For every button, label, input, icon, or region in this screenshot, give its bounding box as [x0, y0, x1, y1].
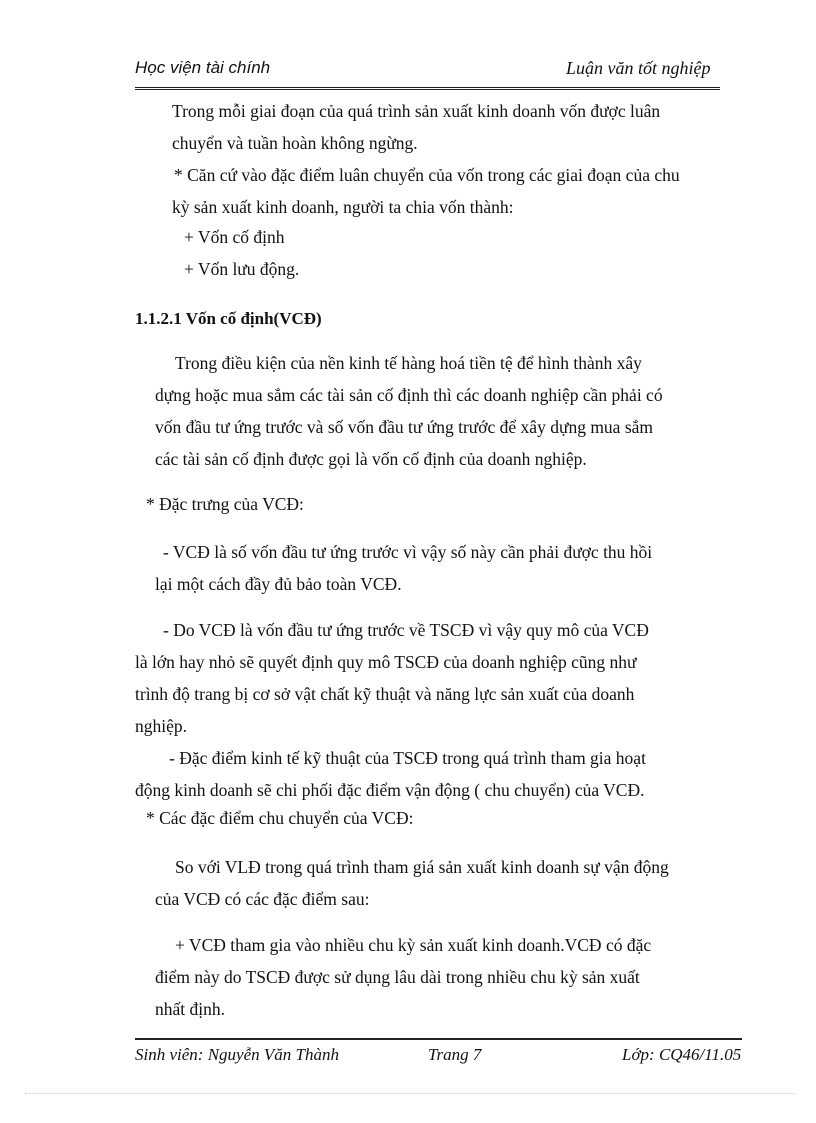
point-1-paragraph	[155, 929, 720, 1025]
bullet-fixed-capital: + Vốn cố định	[184, 227, 285, 247]
text-line: kỳ sản xuất kinh doanh, người ta chia vốn thành:	[172, 197, 514, 217]
text-line: - Do VCĐ là vốn đầu tư ứng trước về TSCĐ vì vậy quy mô của VCĐ	[163, 620, 649, 640]
text-line: là lớn hay nhỏ sẽ quyết định quy mô TSCĐ của doanh nghiệp cũng như	[135, 652, 637, 672]
feature-3-paragraph	[135, 742, 720, 806]
text-line: nhất định.	[155, 999, 225, 1019]
footer-page-number: Trang 7	[428, 1045, 482, 1064]
footer-rule	[135, 1038, 742, 1040]
comparison-paragraph	[155, 851, 720, 915]
section-heading: 1.1.2.1 Vốn cố định(VCĐ)	[135, 309, 322, 328]
header-rule	[135, 87, 720, 90]
text-line: điểm này do TSCĐ được sử dụng lâu dài trong nhiều chu kỳ sản xuất	[155, 967, 640, 987]
text-line: động kinh doanh sẽ chi phối đặc điểm vận động ( chu chuyển) của VCĐ.	[135, 780, 645, 800]
circulation-title: * Các đặc điểm chu chuyển của VCĐ:	[146, 808, 414, 828]
text-line: + VCĐ tham gia vào nhiều chu kỳ sản xuất kinh doanh.VCĐ có đặc	[175, 935, 652, 955]
intro-paragraph	[172, 95, 737, 159]
text-line: vốn đầu tư ứng trước và số vốn đầu tư ứng trước để xây dựng mua sắm	[155, 417, 654, 437]
text-line: * Căn cứ vào đặc điểm luân chuyển của vốn trong các giai đoạn của chu	[174, 165, 680, 185]
text-line: Trong điều kiện của nền kinh tế hàng hoá tiền tệ để hình thành xây	[175, 353, 642, 373]
page-bottom-dotted-border	[25, 1093, 795, 1094]
text-line: trình độ trang bị cơ sở vật chất kỹ thuật và năng lực sản xuất của doanh	[135, 684, 635, 704]
header-school-name: Học viện tài chính	[135, 58, 271, 77]
text-line: nghiệp.	[135, 716, 188, 736]
header-document-type: Luận văn tốt nghiệp	[566, 58, 711, 78]
text-line: - VCĐ là số vốn đầu tư ứng trước vì vậy số này cần phải được thu hồi	[163, 542, 653, 562]
text-line: chuyển và tuần hoàn không ngừng.	[172, 133, 418, 153]
text-line: So với VLĐ trong quá trình tham giá sản xuất kinh doanh sự vận động	[175, 857, 669, 877]
bullet-working-capital: + Vốn lưu động.	[184, 259, 300, 279]
feature-1-paragraph	[155, 536, 720, 600]
text-line: của VCĐ có các đặc điểm sau:	[155, 889, 370, 909]
text-line: dựng hoặc mua sắm các tài sản cố định thì các doanh nghiệp cần phải có	[155, 385, 663, 405]
features-title: * Đặc trưng của VCĐ:	[146, 494, 304, 514]
footer-student: Sinh viên: Nguyễn Văn Thành	[135, 1045, 339, 1064]
footer-class: Lớp: CQ46/11.05	[622, 1045, 742, 1064]
text-line: - Đặc điểm kinh tế kỹ thuật của TSCĐ trong quá trình tham gia hoạt	[169, 748, 646, 768]
classification-paragraph	[172, 159, 737, 223]
feature-2-paragraph	[135, 614, 720, 742]
text-line: lại một cách đầy đủ bảo toàn VCĐ.	[155, 574, 402, 594]
definition-paragraph	[155, 347, 720, 475]
text-line: các tài sản cố định được gọi là vốn cố định của doanh nghiệp.	[155, 449, 587, 469]
text-line: Trong mỗi giai đoạn của quá trình sản xuất kinh doanh vốn được luân	[172, 101, 661, 121]
